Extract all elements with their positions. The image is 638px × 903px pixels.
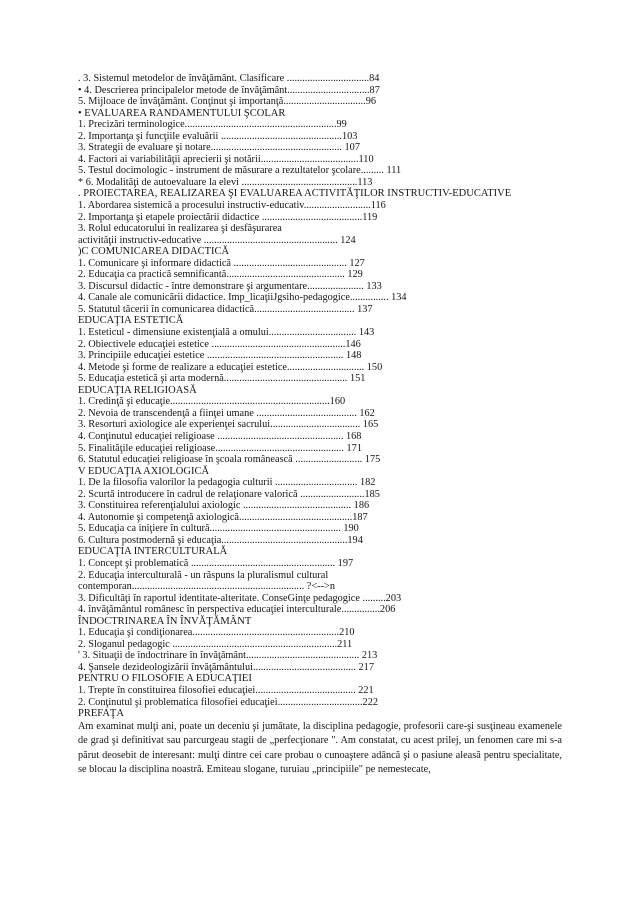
toc-entry: contemporan................................................................... ?<-->n [78, 581, 335, 593]
section-heading: ÎNDOCTRINAREA ÎN ÎNVĂŢĂMÂNT [78, 615, 252, 627]
toc-entry: 1. Concept şi problematică ........................................................ 197 [78, 557, 354, 569]
toc-entry: • 4. Descrierea principalelor metode de învăţământ................................87 [78, 84, 380, 96]
toc-entry: 1. Credinţă şi educaţie..............................................................160 [78, 396, 346, 408]
toc-entry: 1. Abordarea sistemică a procesului instructiv-educativ..........................116 [78, 200, 386, 212]
toc-entry: . 3. Sistemul metodelor de învăţământ. Clasificare ................................84 [78, 73, 380, 84]
preface-body-text: Am examinat mulţi ani, poate un deceniu şi jumătate, la disciplina pedagogie, profesorii care-şi susţineau examenele de grad şi definitivat sau parcurgeau stagii de „perfecţionare ". Am constatat, cu acest prilej, un fenomen care mi s-a părut deosebit de interesant: mulţi dintre cei care probau o cunoaştere adâncă şi o pasiune aleasă pentru specialitate, se blocau la disciplina noastră. Emiteau slogane, turuiau „principiile" pe nemestecate, [78, 720, 562, 776]
toc-entry: 5. Educaţia ca iniţiere în cultură................................................... 190 [78, 523, 359, 535]
toc-entry: 2. Importanţa şi etapele proiectării didactice .......................................119 [78, 211, 378, 223]
toc-entry: 2. Sloganul pedagogic ................................................................211 [78, 638, 353, 650]
document-page [78, 73, 562, 778]
toc-entry: 1. Educaţia şi condiţionarea.........................................................210 [78, 627, 355, 639]
toc-entry: 3. Principiile educaţiei estetice ..................................................... 148 [78, 350, 362, 362]
toc-entry: 5. Mijloace de învăţământ. Conţinut şi importanţă................................96 [78, 96, 376, 108]
toc-entry: 2. Nevoia de transcendenţă a fiinţei umane ....................................... 162 [78, 407, 375, 419]
toc-entry: 2. Obiectivele educaţiei estetice ....................................................146 [78, 338, 361, 350]
toc-entry: * 6. Modalităţi de autoevaluare la elevi .............................................113 [78, 176, 373, 188]
toc-entry: 1. Trepte în constituirea filosofiei educaţiei....................................... 221 [78, 684, 374, 696]
toc-entry: 4. Şansele dezideologizării învăţământului........................................ 217 [78, 661, 374, 673]
toc-entry: 4. Factori ai variabilităţii aprecierii şi notării......................................110 [78, 153, 374, 165]
toc-entry: 5. Finalităţile educaţiei religioase.................................................. 171 [78, 442, 362, 454]
toc-entry: 3. Resorturi axiologice ale experienţei sacrului................................... 165 [78, 419, 379, 431]
section-heading: EDUCAŢIA ESTETICĂ [78, 315, 184, 327]
toc-entry: activităţii instructiv-educative .................................................... 124 [78, 234, 356, 246]
toc-entry: 5. Testul docimologic - instrument de măsurare a rezultatelor şcolare......... 111 [78, 165, 402, 177]
toc-entry: 1. De la filosofia valorilor la pedagogia culturii ................................ 182 [78, 477, 376, 489]
toc-entry: 3. Strategii de evaluare şi notare................................................... 107 [78, 142, 360, 154]
toc-entry: 4. Autonomie şi competenţă axiologică............................................187 [78, 511, 368, 523]
toc-entry: 1. Precizări terminologice...........................................................99 [78, 119, 347, 131]
toc-entry: 3. Discursul didactic - între demonstrare şi argumentare...................... 133 [78, 280, 382, 292]
toc-entry: 3. Dificultăţi în raportul identitate-alteritate. ConseGinţe pedagogice .........203 [78, 592, 402, 604]
section-heading: . PROIECTAREA, REALIZAREA ŞI EVALUAREA ACTIVITĂŢILOR INSTRUCTIV-EDUCATIVE [78, 188, 512, 200]
toc-entry: 2. Importanţa şi funcţiile evaluării ...............................................103 [78, 130, 358, 142]
section-heading: EDUCAŢIA RELIGIOASĂ [78, 384, 197, 396]
table-of-contents [78, 73, 562, 720]
toc-entry: 1. Comunicare şi informare didactică ............................................ 127 [78, 257, 365, 269]
toc-entry: 6. Cultura postmodernă şi educaţia.................................................194 [78, 534, 363, 546]
toc-entry: 3. Rolul educatorului în realizarea şi desfăşurarea [78, 223, 282, 235]
section-heading: PREFAŢA [78, 708, 124, 720]
section-heading: PENTRU O FILOSOFIE A EDUCAŢIEI [78, 673, 252, 685]
toc-entry: 6. Statutul educaţiei religioase în şcoala românească .......................... 175 [78, 454, 381, 466]
toc-entry: 2. Scurtă introducere în cadrul de relaţionare valorică .........................185 [78, 488, 380, 500]
section-heading: )C COMUNICAREA DIDACTICĂ [78, 246, 230, 258]
toc-entry: 2. Conţinutul şi problematica filosofiei educaţiei.................................222 [78, 696, 378, 708]
section-heading: V EDUCAŢIA AXIOLOGICĂ [78, 465, 210, 477]
toc-entry: 5. Educaţia estetică şi arta modernă................................................ 151 [78, 373, 366, 385]
toc-entry: 5. Statutul tăcerii în comunicarea didactică....................................... 137 [78, 303, 373, 315]
toc-entry: 4. Conţinutul educaţiei religioase ................................................. 168 [78, 430, 362, 442]
toc-entry: 3. Constituirea referenţialului axiologic .......................................... 186 [78, 500, 370, 512]
section-heading: • EVALUAREA RANDAMENTULUI ŞCOLAR [78, 107, 286, 119]
toc-entry: 4. învăţământul românesc în perspectiva educaţiei interculturale...............206 [78, 604, 396, 616]
toc-entry: 4. Metode şi forme de realizare a educaţiei estetice.............................. 150 [78, 361, 383, 373]
toc-entry: ' 3. Situaţii de îndoctrinare în învăţământ............................................ 213 [78, 650, 378, 662]
toc-entry: 2. Educaţia ca practică semnificantă.............................................. 129 [78, 269, 363, 281]
toc-entry: 1. Esteticul - dimensiune existenţială a omului.................................. 143 [78, 327, 375, 339]
toc-entry: 4. Canale ale comunicării didactice. Imp_licaţiiJgsiho-pedagogice............... 134 [78, 292, 407, 304]
section-heading: EDUCAŢIA INTERCULTURALĂ [78, 546, 228, 558]
toc-entry: 2. Educaţia interculturală - un răspuns la pluralismul cultural [78, 569, 329, 581]
